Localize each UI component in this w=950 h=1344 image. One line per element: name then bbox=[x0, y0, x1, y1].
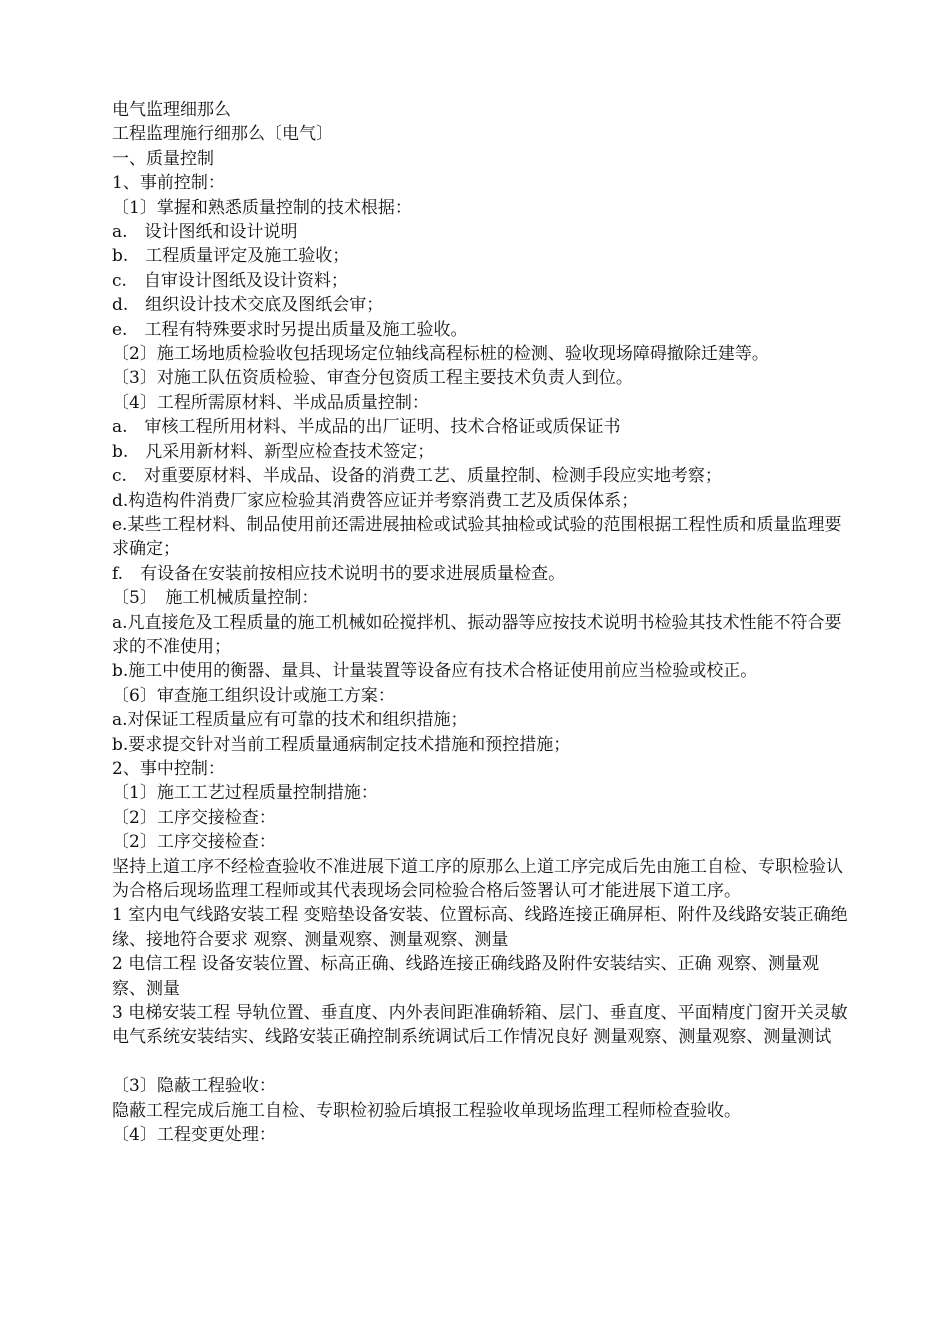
list-item: e. 工程有特殊要求时另提出质量及施工验收。 bbox=[112, 319, 468, 340]
list-item: a. 设计图纸和设计说明 bbox=[112, 222, 298, 243]
document-title: 电气监理细那么 bbox=[112, 100, 231, 120]
list-item: a. 审核工程所用材料、半成品的出厂证明、技术合格证或质保证书 bbox=[112, 417, 621, 438]
item-heading: 〔1〕施工工艺过程质量控制措施： bbox=[112, 783, 378, 804]
paragraph: 坚持上道工序不经检查验收不准进展下道工序的原那么上道工序完成后先由施工自检、专职检验认为合格后现场监理工程师或其代表现场会同检验合格后签署认可才能进展下道工序。 bbox=[112, 856, 843, 901]
item-heading: 〔3〕隐蔽工程验收： bbox=[112, 1076, 276, 1097]
document-page bbox=[112, 98, 852, 1147]
item-heading: 〔2〕施工场地质检验收包括现场定位轴线高程标桩的检测、验收现场障碍撤除迁建等。 bbox=[112, 344, 769, 365]
item-heading: 〔4〕工程所需原材料、半成品质量控制： bbox=[112, 392, 429, 413]
list-item: b.施工中使用的衡器、量具、计量装置等设备应有技术合格证使用前应当检验或校正。 bbox=[112, 661, 758, 682]
list-item: c. 对重要原材料、半成品、设备的消费工艺、质量控制、检测手段应实地考察； bbox=[112, 466, 722, 487]
item-heading: 〔3〕对施工队伍资质检验、审查分包资质工程主要技术负责人到位。 bbox=[112, 368, 633, 389]
subsection-heading: 1、事前控制： bbox=[112, 173, 225, 194]
item-heading: 〔5〕 施工机械质量控制： bbox=[112, 588, 319, 609]
section-heading: 一、质量控制 bbox=[112, 148, 214, 169]
list-item: f. 有设备在安装前按相应技术说明书的要求进展质量检查。 bbox=[112, 563, 566, 584]
list-item: e.某些工程材料、制品使用前还需进展抽检或试验其抽检或试验的范围根据工程性质和质量监理要求确定； bbox=[112, 514, 842, 560]
list-item: b.要求提交针对当前工程质量通病制定技术措施和预控措施； bbox=[112, 734, 571, 755]
list-item: a.凡直接危及工程质量的施工机械如砼搅拌机、振动器等应按技术说明书检验其技术性能不符合要求的不准使用； bbox=[112, 612, 842, 657]
item-heading: 〔2〕工序交接检查： bbox=[112, 832, 276, 853]
list-item: b. 工程质量评定及施工验收； bbox=[112, 246, 350, 267]
list-item: c. 自审设计图纸及设计资料； bbox=[112, 270, 348, 291]
subsection-heading: 2、事中控制： bbox=[112, 758, 225, 779]
document-subtitle: 工程监理施行细那么〔电气〕 bbox=[112, 124, 333, 145]
item-heading: 〔6〕审查施工组织设计或施工方案： bbox=[112, 685, 395, 706]
blank-line bbox=[112, 1050, 852, 1074]
paragraph: 1 室内电气线路安装工程 变赔垫设备安装、位置标高、线路连接正确屏柜、附件及线路安装正确绝缘、接地符合要求 观察、测量观察、测量观察、测量 bbox=[112, 905, 848, 950]
paragraph: 3 电梯安装工程 导轨位置、垂直度、内外表间距准确轿箱、层门、垂直度、平面精度门窗开关灵敏电气系统安装结实、线路安装正确控制系统调试后工作情况良好 测量观察、测量观察、测量测试 bbox=[112, 1003, 848, 1048]
paragraph: 隐蔽工程完成后施工自检、专职检初验后填报工程验收单现场监理工程师检查验收。 bbox=[112, 1100, 741, 1121]
list-item: d.构造构件消费厂家应检验其消费答应证并考察消费工艺及质保体系； bbox=[112, 490, 639, 511]
item-heading: 〔4〕工程变更处理： bbox=[112, 1125, 276, 1146]
list-item: b. 凡采用新材料、新型应检查技术签定； bbox=[112, 441, 435, 462]
list-item: d. 组织设计技术交底及图纸会审； bbox=[112, 295, 384, 316]
list-item: a.对保证工程质量应有可靠的技术和组织措施； bbox=[112, 710, 468, 731]
item-heading: 〔2〕工序交接检查： bbox=[112, 807, 276, 828]
paragraph: 2 电信工程 设备安装位置、标高正确、线路连接正确线路及附件安装结实、正确 观察、测量观察、测量 bbox=[112, 954, 820, 999]
item-heading: 〔1〕掌握和熟悉质量控制的技术根据： bbox=[112, 197, 412, 218]
